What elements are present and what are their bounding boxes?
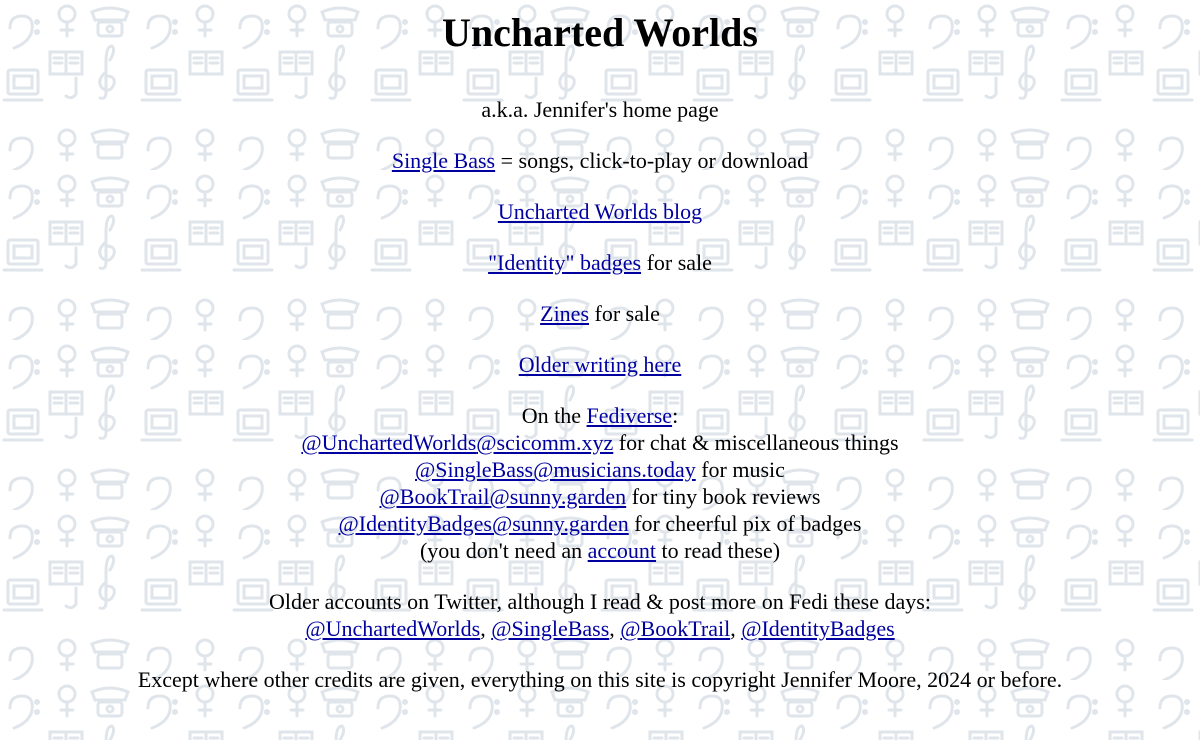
- account-link[interactable]: account: [587, 538, 657, 563]
- single-bass-link[interactable]: Single Bass: [391, 148, 496, 173]
- badges-desc: for sale: [641, 250, 712, 275]
- fedi-domain-link[interactable]: @musicians.today: [533, 457, 696, 482]
- twitter-link[interactable]: @BookTrail: [620, 616, 731, 641]
- zines-line: [0, 300, 1200, 327]
- single-bass-line: [0, 147, 1200, 174]
- older-writing-line: [0, 351, 1200, 378]
- fedi-handle-link[interactable]: @BookTrail: [379, 484, 490, 509]
- account-note-suffix: to read these): [656, 538, 781, 563]
- badges-link[interactable]: "Identity" badges: [488, 250, 642, 275]
- page-title: Uncharted Worlds: [442, 10, 758, 55]
- badges-line: [0, 249, 1200, 276]
- fediverse-intro-prefix: On the: [521, 403, 587, 428]
- fedi-account-desc: for music: [695, 457, 785, 482]
- fedi-handle-link[interactable]: @IdentityBadges: [338, 511, 492, 536]
- twitter-separator: ,: [730, 616, 742, 641]
- fedi-domain-link[interactable]: @sunny.garden: [489, 484, 627, 509]
- twitter-separator: ,: [609, 616, 621, 641]
- fediverse-intro-suffix: :: [672, 403, 679, 428]
- account-note-prefix: (you don't need an: [419, 538, 588, 563]
- copyright-notice: Except where other credits are given, everything on this site is copyright Jennifer Moore, 2024 or before.: [137, 667, 1063, 692]
- twitter-link[interactable]: @UnchartedWorlds: [305, 616, 481, 641]
- fedi-handle-link[interactable]: @UnchartedWorlds: [301, 430, 477, 455]
- twitter-separator: ,: [480, 616, 492, 641]
- fedi-account-desc: for tiny book reviews: [626, 484, 821, 509]
- fedi-domain-link[interactable]: @scicomm.xyz: [476, 430, 614, 455]
- twitter-link[interactable]: @SingleBass: [491, 616, 610, 641]
- fedi-account-desc: for cheerful pix of badges: [628, 511, 862, 536]
- twitter-section: [0, 588, 1200, 642]
- older-writing-link[interactable]: Older writing here: [518, 352, 682, 377]
- subtitle: a.k.a. Jennifer's home page: [481, 97, 719, 122]
- fedi-account-desc: for chat & miscellaneous things: [613, 430, 899, 455]
- fediverse-link[interactable]: Fediverse: [586, 403, 673, 428]
- twitter-link[interactable]: @IdentityBadges: [741, 616, 895, 641]
- fedi-domain-link[interactable]: @sunny.garden: [491, 511, 629, 536]
- fedi-handle-link[interactable]: @SingleBass: [415, 457, 534, 482]
- single-bass-desc: = songs, click-to-play or download: [495, 148, 809, 173]
- fediverse-section: [0, 402, 1200, 564]
- blog-link[interactable]: Uncharted Worlds blog: [497, 199, 703, 224]
- twitter-intro: Older accounts on Twitter, although I read & post more on Fedi these days:: [269, 589, 931, 614]
- blog-line: [0, 198, 1200, 225]
- zines-link[interactable]: Zines: [540, 301, 590, 326]
- zines-desc: for sale: [589, 301, 660, 326]
